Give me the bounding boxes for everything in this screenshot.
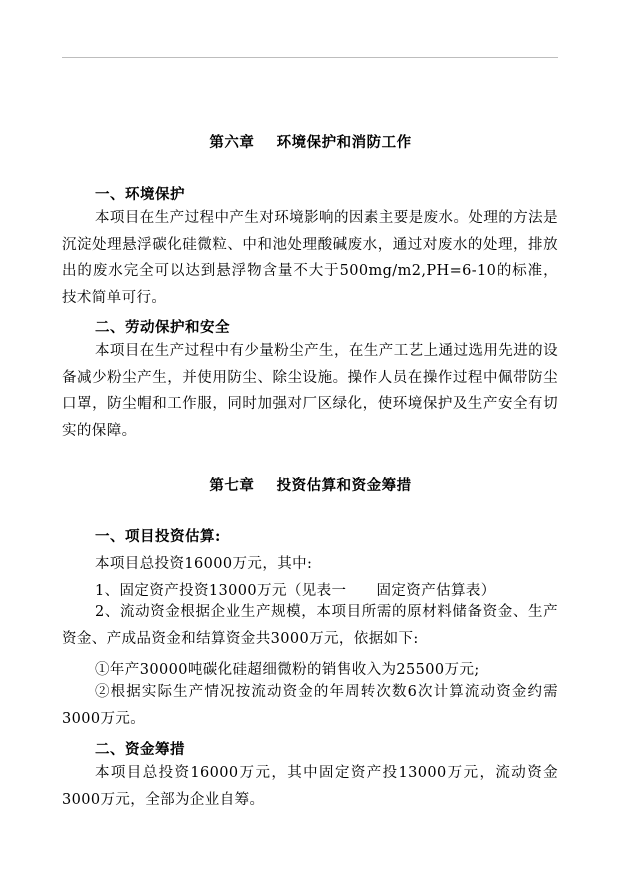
section-labor-safety-text: 本项目在生产过程中有少量粉尘产生，在生产工艺上通过选用先进的设备减少粉尘产生，并使用防尘、除尘设施。操作人员在操作过程中佩带防尘口罩，防尘帽和工作服，同时加强对厂区绿化，使环境保护及生产安全有切实的保障。 (62, 343, 558, 439)
sales-revenue-line: ①年产30000吨碳化硅超细微粉的销售收入为25500万元; (95, 662, 480, 678)
investment-total-line: 本项目总投资16000万元，其中: (95, 556, 313, 572)
section-environment-heading: 一、环境保护 (95, 186, 185, 203)
section-labor-safety-heading: 二、劳动保护和安全 (95, 319, 230, 336)
capital-turnover-text: ②根据实际生产情况按流动资金的年周转次数6次计算流动资金约需3000万元。 (62, 684, 558, 727)
section-environment-text: 本项目在生产过程中产生对环境影响的因素主要是废水。处理的方法是沉淀处理悬浮碳化硅微粒、中和池处理酸碱废水，通过对废水的处理，排放出的废水完全可以达到悬浮物含量不大于500mg/m2,PH=6-10的标准，技术简单可行。 (62, 210, 558, 306)
chapter-6-title: 第六章 环境保护和消防工作 (209, 134, 412, 151)
section-investment-heading: 一、项目投资估算: (95, 528, 221, 545)
chapter-7-title: 第七章 投资估算和资金筹措 (209, 477, 412, 494)
section-financing-text: 本项目总投资16000万元，其中固定资产投13000万元，流动资金3000万元，全部为企业自筹。 (62, 765, 558, 808)
section-financing-heading: 二、资金筹措 (95, 741, 185, 758)
header-rule (62, 57, 558, 58)
fixed-assets-line: 1、固定资产投资13000万元（见表一 固定资产估算表） (95, 583, 496, 599)
working-capital-text: 2、流动资金根据企业生产规模，本项目所需的原材料储备资金、生产资金、产成品资金和结算资金共3000万元，依据如下: (62, 604, 558, 647)
